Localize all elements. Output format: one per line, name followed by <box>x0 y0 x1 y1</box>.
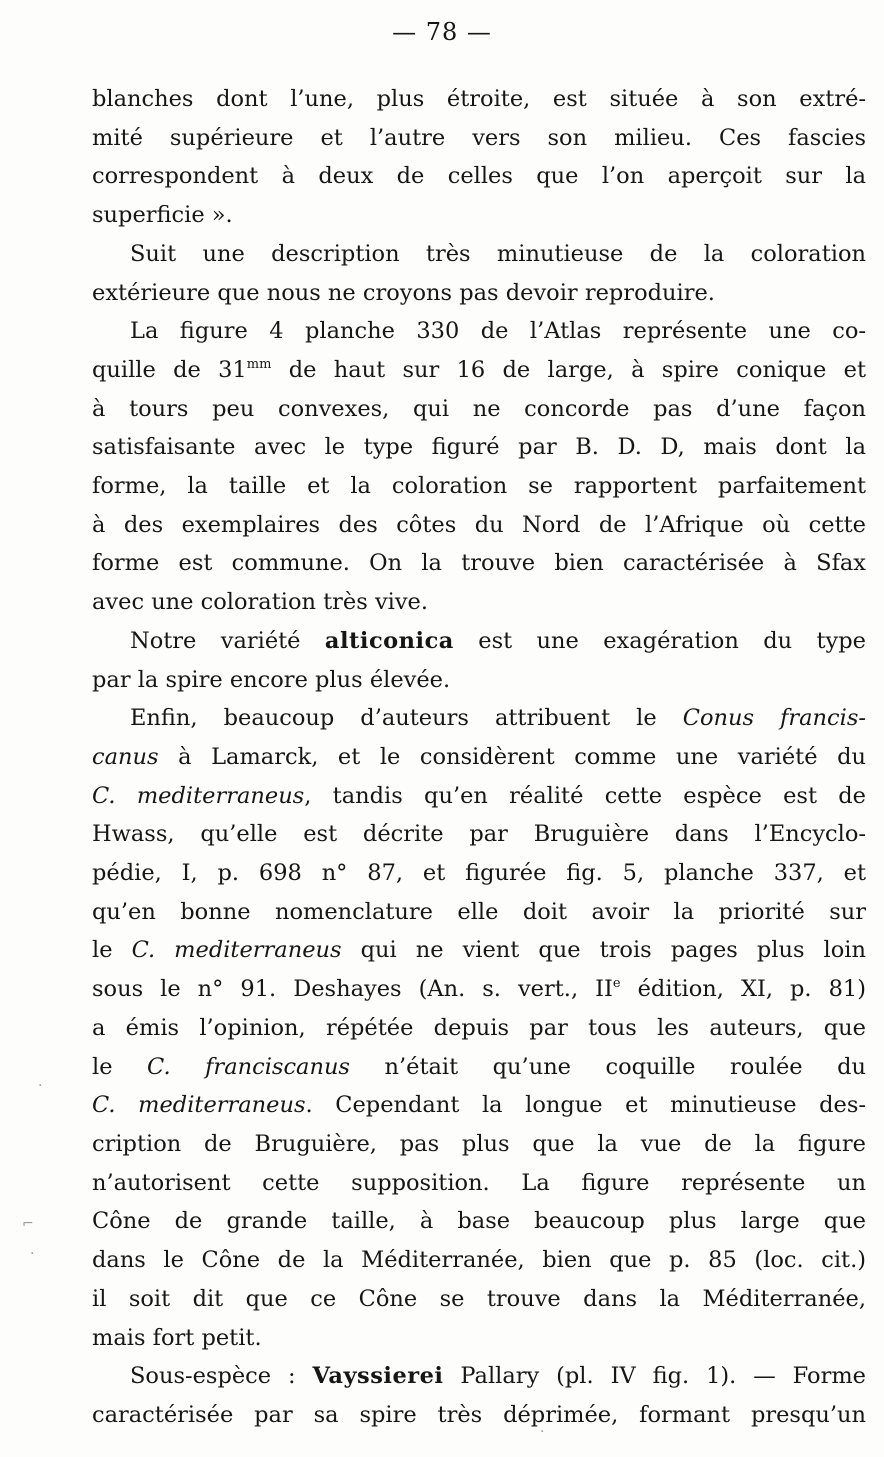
text-run: Sous-espèce : <box>130 1363 313 1390</box>
species-name: canus <box>92 743 159 770</box>
text-line <box>92 970 866 1009</box>
text-line: extérieure que nous ne croyons pas devoir reproduire. <box>92 279 715 306</box>
text-run: quille de 31 <box>92 356 247 383</box>
text-line <box>92 1086 866 1125</box>
page-number: — 78 — <box>392 18 492 46</box>
text-line: Hwass, qu’elle est décrite par Bruguière dans l’Encyclo- <box>92 821 866 848</box>
species-name: Conus francis- <box>682 705 866 732</box>
species-name: C. mediterraneus <box>131 937 342 964</box>
text-line: qu’en bonne nomenclature elle doit avoir la priorité sur <box>92 898 866 925</box>
text-line: La figure 4 planche 330 de l’Atlas représente une co- <box>130 318 866 345</box>
subspecies-name: Vayssierei <box>312 1363 444 1390</box>
text-run: sous le n° 91. Deshayes (An. s. vert., II <box>92 976 613 1003</box>
text-line: dans le Cône de la Méditerranée, bien que p. 85 (loc. cit.) <box>92 1247 866 1274</box>
text-line: caractérisée par sa spire très déprimée, formant presqu’un <box>92 1401 866 1428</box>
variety-name: alticonica <box>324 627 454 654</box>
text-line: mais fort petit. <box>92 1324 262 1351</box>
text-line: n’autorisent cette supposition. La figure représente un <box>92 1169 866 1196</box>
text-run: édition, XI, p. 81) <box>620 976 866 1003</box>
species-name: C. mediterraneus <box>92 1092 306 1119</box>
text-run: est une exagération du type <box>453 627 866 654</box>
text-line <box>130 699 866 738</box>
text-run: , tandis qu’en réalité cette espèce est de <box>304 782 866 809</box>
text-run: le <box>92 1053 148 1080</box>
text-line: cription de Bruguière, pas plus que la vue de la figure <box>92 1130 866 1157</box>
text-line: à des exemplaires des côtes du Nord de l’Afrique où cette <box>92 511 866 538</box>
text-line: à tours peu convexes, qui ne concorde pas d’une façon <box>92 395 866 422</box>
text-run: qui ne vient que trois pages plus loin <box>341 937 866 964</box>
text-run: de haut sur 16 de large, à spire conique et <box>271 356 867 383</box>
text-run: le <box>92 937 132 964</box>
text-line: blanches dont l’une, plus étroite, est située à son extré- <box>92 86 866 112</box>
print-speck: · <box>30 1246 35 1262</box>
text-line: Suit une description très minutieuse de la coloration <box>130 240 866 267</box>
body-text <box>92 80 866 1435</box>
text-line: forme, la taille et la coloration se rapportent parfaitement <box>92 473 866 500</box>
text-line <box>92 1048 866 1087</box>
text-line: forme est commune. On la trouve bien caractérisée à Sfax <box>92 550 866 577</box>
superscript: e <box>612 976 621 992</box>
print-speck: · <box>540 1424 545 1440</box>
text-line <box>92 351 866 390</box>
text-line: a émis l’opinion, répétée depuis par tous les auteurs, que <box>92 1014 866 1041</box>
species-name: C. mediterraneus <box>92 782 305 809</box>
print-speck: · <box>38 1078 43 1094</box>
text-line <box>92 738 866 777</box>
text-line <box>130 622 866 661</box>
superscript: mm <box>246 356 272 372</box>
text-run: Notre variété <box>130 627 325 654</box>
text-line: par la spire encore plus élevée. <box>92 666 451 693</box>
print-speck: ⌐ <box>22 1216 34 1232</box>
text-run: Pallary (pl. IV fig. 1). — Forme <box>443 1363 866 1390</box>
text-line <box>92 777 866 816</box>
text-line: Cône de grande taille, à base beaucoup plus large que <box>92 1208 866 1235</box>
text-line <box>130 1357 866 1396</box>
text-line: il soit dit que ce Cône se trouve dans la Méditerranée, <box>92 1285 866 1312</box>
text-run: à Lamarck, et le considèrent comme une variété du <box>158 743 866 770</box>
text-run: Enfin, beaucoup d’auteurs attribuent le <box>130 705 683 732</box>
text-line: pédie, I, p. 698 n° 87, et figurée fig. 5, planche 337, et <box>92 860 866 887</box>
text-run: n’était qu’une coquille roulée du <box>349 1053 866 1080</box>
text-line: superficie ». <box>92 202 233 229</box>
text-run: . Cependant la longue et minutieuse des- <box>305 1092 866 1119</box>
species-name: C. franciscanus <box>147 1053 350 1080</box>
text-line: satisfaisante avec le type figuré par B. D. D, mais dont la <box>92 434 866 461</box>
text-line: mité supérieure et l’autre vers son milieu. Ces fascies <box>92 124 866 151</box>
text-line: correspondent à deux de celles que l’on aperçoit sur la <box>92 163 866 190</box>
text-line <box>92 931 866 970</box>
text-line: avec une coloration très vive. <box>92 589 429 616</box>
